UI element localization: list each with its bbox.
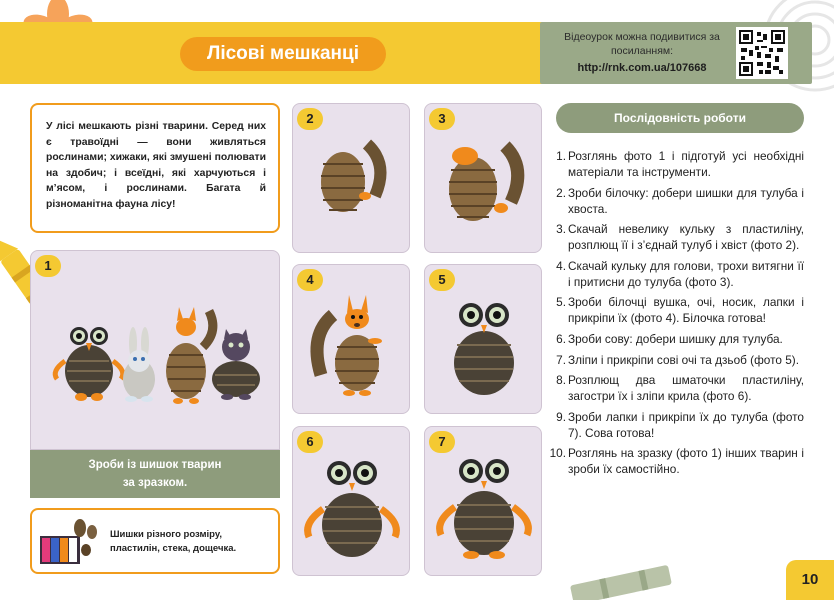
step-text: Розглянь на зразку (фото 1) інших тварин і зроби їх самостійно. (568, 446, 804, 477)
photo-2 (292, 103, 410, 253)
crayon-bottom-decoration (560, 560, 690, 600)
step-text: Зроби сову: добери шишку для тулуба. (568, 331, 783, 346)
step-text: Розплющ два шматочки пластиліну, загостри їх і зліпи крила (фото 6). (568, 373, 804, 404)
photo-7 (424, 426, 542, 576)
photo-number-1: 1 (35, 255, 61, 277)
step-number: 4. (556, 258, 566, 273)
materials-box (30, 508, 280, 574)
photo-number-2: 2 (297, 108, 323, 130)
step-number: 5. (556, 295, 566, 310)
step-text: Скачай невелику кульку з пластиліну, розплющ її і з’єднай тулуб і хвіст (фото 2). (568, 222, 804, 253)
step-number: 9. (556, 409, 566, 424)
step-number: 3. (556, 222, 566, 237)
steps-heading: Послідовність роботи (556, 103, 804, 133)
video-link-url[interactable]: http://rnk.com.ua/107668 (577, 62, 707, 74)
photo-6 (292, 426, 410, 576)
step-text: Зроби білочку: добери шишки для тулуба і хвоста. (568, 185, 804, 216)
list-item (546, 372, 804, 404)
qr-code-icon[interactable] (736, 27, 788, 79)
page-title: Лісові мешканці (180, 37, 386, 71)
intro-text: У лісі мешкають різні тварини. Серед них є травоїдні — вони живляться рослинами; хижаки, які змушені полювати на здобич; і всеїдні, які харчуються і м’ясом, і рослинами. Багата й різноманітна фауна лісу! (30, 103, 280, 233)
list-item (546, 148, 804, 180)
photo-number-5: 5 (429, 269, 455, 291)
photo-number-3: 3 (429, 108, 455, 130)
photo-5 (424, 264, 542, 414)
steps-list (546, 148, 804, 482)
step-text: Зроби білочці вушка, очі, носик, лапки і прикріпи їх (фото 4). Білочка готова! (568, 295, 804, 326)
step-number: 7. (556, 352, 566, 367)
step-text: Зроби лапки і прикріпи їх до тулуба (фото 7). Сова готова! (568, 409, 804, 440)
list-item (546, 331, 804, 347)
photo-1-caption (30, 450, 280, 498)
step-number: 10. (549, 446, 566, 461)
photo-number-4: 4 (297, 269, 323, 291)
list-item (546, 221, 804, 253)
list-item (546, 185, 804, 217)
step-number: 2. (556, 185, 566, 200)
photo-1 (30, 250, 280, 450)
page-number: 10 (786, 560, 834, 600)
step-number: 1. (556, 149, 566, 163)
materials-icon (36, 516, 100, 568)
step-text: Розглянь фото 1 і підготуй усі необхідні матеріали та інструменти. (568, 149, 804, 179)
list-item (546, 445, 804, 477)
step-text: Зліпи і прикріпи сові очі та дзьоб (фото 5). (568, 352, 799, 367)
caption-line-1: Зроби із шишок тварин (88, 459, 222, 471)
list-item (546, 409, 804, 441)
materials-text: Шишки різного розміру, пластилін, стека, дощечка. (110, 529, 237, 554)
photo-number-7: 7 (429, 431, 455, 453)
step-text: Скачай кульку для голови, трохи витягни її і притисни до тулуба (фото 3). (568, 258, 804, 289)
list-item (546, 258, 804, 290)
list-item (546, 352, 804, 368)
photo-4 (292, 264, 410, 414)
step-number: 8. (556, 373, 566, 388)
list-item (546, 294, 804, 326)
video-link-text: Відеоурок можна подивитися за посиланням: (564, 31, 720, 57)
photo-number-6: 6 (297, 431, 323, 453)
caption-line-2: за зразком. (122, 477, 188, 489)
step-number: 6. (556, 331, 566, 346)
photo-3 (424, 103, 542, 253)
